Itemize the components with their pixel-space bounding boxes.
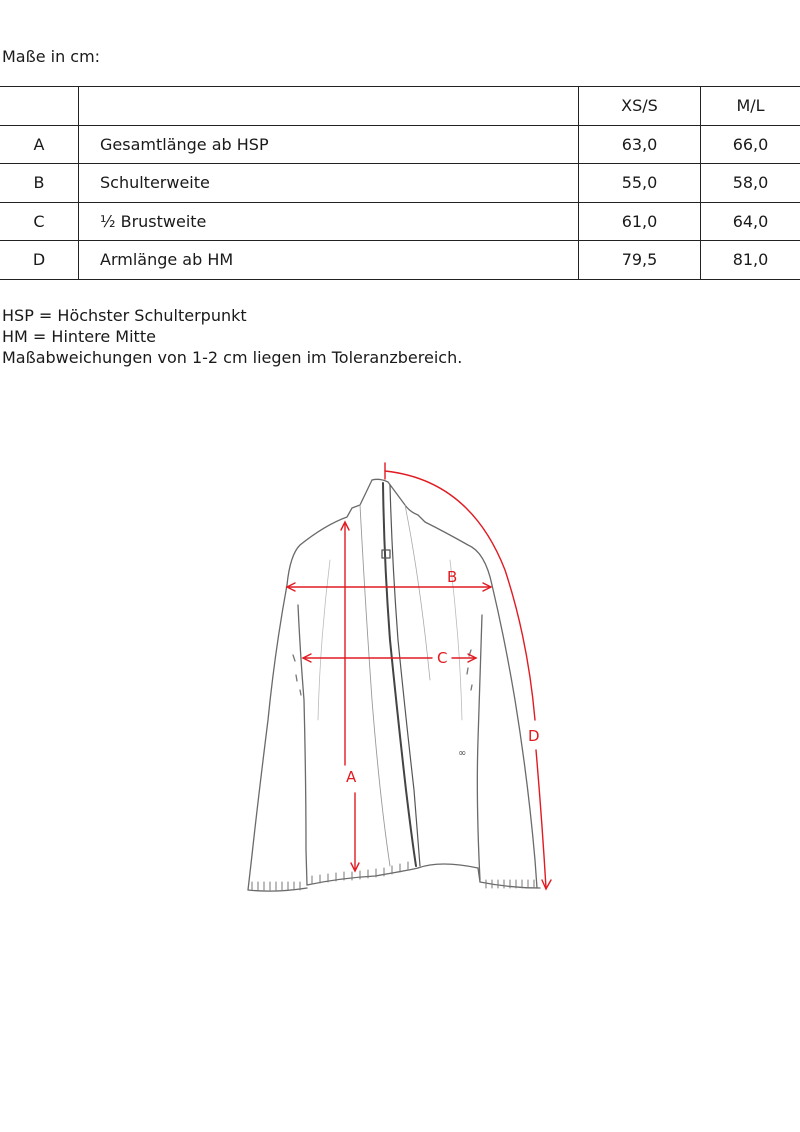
measure-c-label: C xyxy=(437,649,448,667)
row-code: A xyxy=(0,125,79,164)
row-label: Schulterweite xyxy=(79,164,579,203)
svg-text:∞: ∞ xyxy=(458,748,467,759)
row-value-xs-s: 55,0 xyxy=(579,164,701,203)
row-value-xs-s: 61,0 xyxy=(579,202,701,241)
table-row xyxy=(0,125,800,164)
page-heading: Maße in cm: xyxy=(2,47,101,66)
header-cell-code xyxy=(0,87,79,126)
measure-a-label: A xyxy=(346,768,357,786)
note-hsp: HSP = Höchster Schulterpunkt xyxy=(2,306,247,325)
note-hm: HM = Hintere Mitte xyxy=(2,327,156,346)
row-value-m-l: 81,0 xyxy=(701,241,800,280)
row-value-m-l: 58,0 xyxy=(701,164,800,203)
row-code: C xyxy=(0,202,79,241)
header-cell-xs-s: XS/S xyxy=(579,87,701,126)
row-value-m-l: 66,0 xyxy=(701,125,800,164)
note-tolerance: Maßabweichungen von 1-2 cm liegen im Toleranzbereich. xyxy=(2,348,463,367)
table-row xyxy=(0,241,800,280)
measure-d-line xyxy=(385,471,546,888)
measure-b-label: B xyxy=(447,568,458,586)
jacket-sketch xyxy=(248,479,540,891)
table-row xyxy=(0,202,800,241)
row-value-xs-s: 79,5 xyxy=(579,241,701,280)
size-table xyxy=(0,86,800,280)
row-label: Gesamtlänge ab HSP xyxy=(79,125,579,164)
row-value-xs-s: 63,0 xyxy=(579,125,701,164)
row-label: Armlänge ab HM xyxy=(79,241,579,280)
table-row xyxy=(0,164,800,203)
notes xyxy=(2,305,462,368)
jacket-measurement-drawing xyxy=(230,455,570,905)
row-code: B xyxy=(0,164,79,203)
table-header-row xyxy=(0,87,800,126)
header-cell-m-l: M/L xyxy=(701,87,800,126)
row-label: ½ Brustweite xyxy=(79,202,579,241)
header-cell-label xyxy=(79,87,579,126)
measure-d-label: D xyxy=(528,727,540,745)
row-code: D xyxy=(0,241,79,280)
row-value-m-l: 64,0 xyxy=(701,202,800,241)
measure-a-line xyxy=(345,523,355,870)
